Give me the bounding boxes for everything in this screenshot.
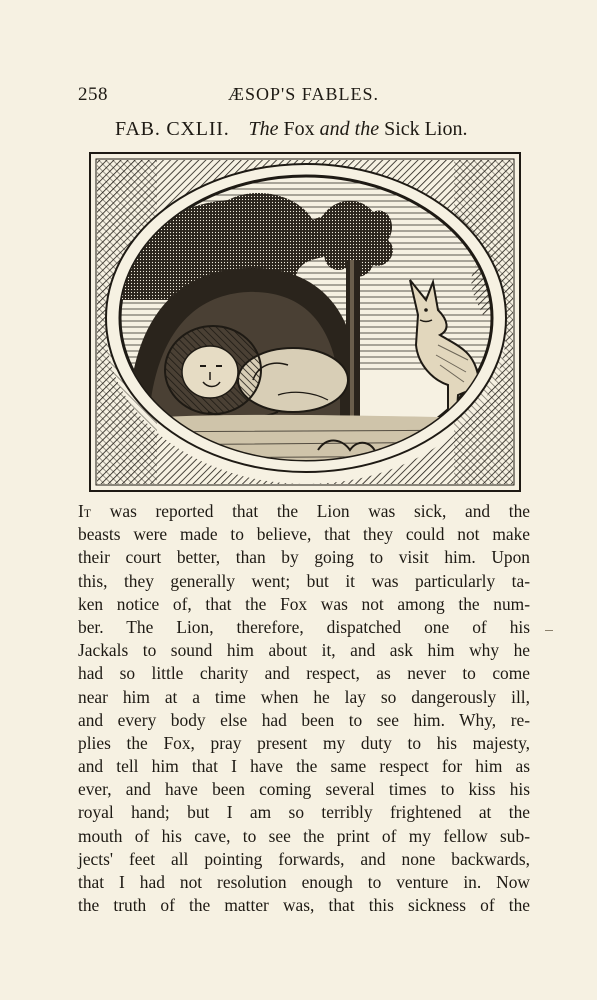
fox-and-lion-woodcut-icon xyxy=(88,150,524,496)
text-line-12: and tell him that I have the same respect for him as xyxy=(78,756,530,777)
text-line-14: royal hand; but I am so terribly frightened at the xyxy=(78,802,530,823)
fable-body-text xyxy=(78,500,530,917)
text-line-13: ever, and have been coming several times to kiss his xyxy=(78,779,530,800)
woodcut-illustration xyxy=(88,150,524,496)
text-line-17: that I had not resolution enough to venture in. Now xyxy=(78,872,530,892)
page-number: 258 xyxy=(78,84,108,105)
text-line-4: this, they generally went; but it was particularly ta- xyxy=(78,570,530,591)
text-line-11: plies the Fox, pray present my duty to his majesty, xyxy=(78,732,530,753)
fable-number: FAB. CXLII. xyxy=(115,118,230,140)
text-line-1-rest: was reported that the Lion was sick, and the xyxy=(91,501,530,521)
fable-title xyxy=(115,118,467,141)
drop-word: It xyxy=(78,501,92,521)
title-word-lion: Lion. xyxy=(424,118,468,140)
text-line-6: ber. The Lion, therefore, dispatched one of his xyxy=(78,616,530,637)
title-word-and: and xyxy=(319,118,350,140)
running-head: ÆSOP'S FABLES. xyxy=(228,84,379,104)
margin-mark xyxy=(545,630,553,631)
text-line-7: Jackals to sound him about it, and ask him why he xyxy=(78,640,530,661)
title-word-sick: Sick xyxy=(384,118,420,140)
text-line-15: mouth of his cave, to see the print of my fellow sub- xyxy=(78,825,530,846)
text-line-16: jects' feet all pointing forwards, and none backwards, xyxy=(78,848,530,869)
text-line-9: near him at a time when he lay so dangerously ill, xyxy=(78,686,530,707)
title-word-the-1: The xyxy=(248,118,279,140)
text-line-10: and every body else had been to see him. Why, re- xyxy=(78,709,530,730)
text-line-8: had so little charity and respect, as never to come xyxy=(78,663,530,684)
text-line-3: their court better, than by going to visit him. Upon xyxy=(78,547,530,568)
text-line-1 xyxy=(78,500,530,523)
page-header xyxy=(78,84,518,108)
title-word-the-2: the xyxy=(354,118,380,140)
text-line-18: the truth of the matter was, that this sickness of the xyxy=(78,895,530,916)
title-word-fox: Fox xyxy=(283,118,315,140)
text-line-2: beasts were made to believe, that they could not make xyxy=(78,524,530,545)
text-line-5: ken notice of, that the Fox was not among the num- xyxy=(78,593,530,614)
